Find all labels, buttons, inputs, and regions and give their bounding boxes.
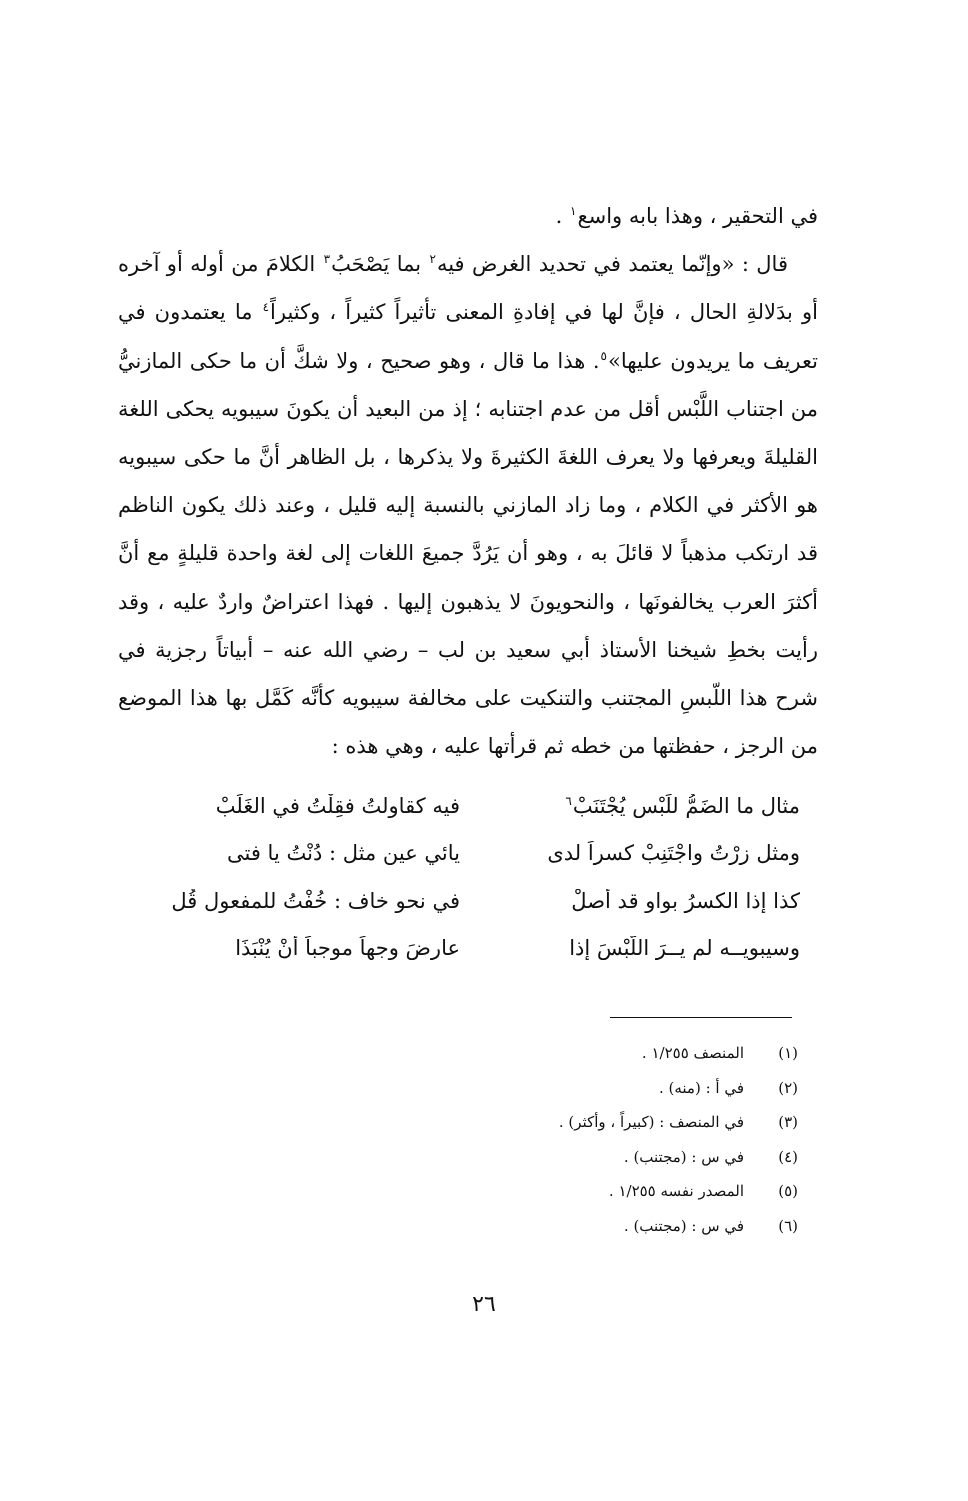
paragraph-1-text: في التحقير ، وهذا بابه واسع — [577, 204, 818, 228]
footnote-number: (٦) — [778, 1216, 798, 1235]
paragraph-1-end: . — [555, 204, 569, 228]
verse-second-hemistich: فيه كقاولتُ فقِلْتُ في الغَلَبْ — [215, 793, 460, 818]
paragraph-1 — [118, 192, 818, 240]
footnote-number: (٤) — [778, 1147, 798, 1166]
footnote-text: في أ : (منه) . — [658, 1078, 744, 1097]
footnote-text: في المنصف : (كبيراً ، وأكثر) . — [558, 1113, 744, 1132]
verse-first-hemistich: كذا إذا الكسرُ بواوٍ قد أُصلْ — [571, 888, 800, 913]
footnote-ref-4: ٤ — [262, 300, 270, 315]
footnote-text: المنصف ١/٢٥٥ . — [641, 1044, 744, 1063]
footnote-text: في س : (مجتنب) . — [623, 1216, 744, 1235]
footnote-item — [300, 1209, 798, 1244]
verse-second-hemistich: في نحو خاف : خُفْتُ للمفعولِ قُل — [171, 888, 460, 913]
footnote-ref-1: ١ — [570, 204, 577, 218]
footnote-text: في س : (مجتنب) . — [623, 1147, 744, 1166]
footnote-item — [300, 1174, 798, 1209]
footnotes — [300, 1036, 798, 1243]
paragraph-2-part-4: ما يعتمدون في تعريف ما يريدون عليها» — [118, 300, 818, 373]
footnote-item — [300, 1140, 798, 1175]
footnote-ref-6: ٦ — [565, 793, 572, 808]
footnote-item — [300, 1105, 798, 1140]
paragraph-2-part-2: بما يَصْحَبُ — [331, 252, 429, 277]
poem — [160, 782, 800, 972]
verse-second-hemistich: عارضَ وجهاً موجباً أنْ يُنْبَذَا — [235, 936, 460, 961]
poem-verse — [160, 782, 800, 830]
footnote-text: المصدر نفسه ١/٢٥٥ . — [608, 1182, 744, 1201]
footnote-ref-3: ٣ — [323, 252, 331, 267]
footnote-divider — [610, 1017, 792, 1018]
footnote-number: (٥) — [778, 1182, 798, 1201]
footnote-item — [300, 1071, 798, 1106]
main-text — [118, 192, 818, 770]
poem-verse — [160, 925, 800, 973]
footnote-number: (١) — [778, 1044, 798, 1063]
poem-verse — [160, 830, 800, 878]
verse-second-hemistich: يائي عينٍ مثل : دُنْتُ يا فتى — [227, 841, 460, 866]
footnote-ref-2: ٢ — [429, 252, 436, 267]
paragraph-2-part-1: قال : «وإنّما يعتمد في تحديد الغرض فيه — [436, 252, 788, 277]
verse-first-hemistich: وسيبويــه لم يــرَ اللَّبْسَ إذا — [569, 936, 800, 961]
footnote-number: (٢) — [778, 1078, 798, 1097]
footnote-item — [300, 1036, 798, 1071]
footnote-ref-5: ٥ — [600, 348, 607, 363]
paragraph-2-part-5: . هذا ما قال ، وهو صحيح ، ولا شكَّ أن ما حكى المازنيُّ من اجتناب اللَّبْس أقل من عدم اجتنابه ؛ إذ من البعيد أن يكونَ سيبويه يحكى اللغة القليلةَ ويعرفها ولا يعرف اللغةَ الكثيرةَ ولا يذكرها ، بل الظاهر أنَّ ما حكى سيبويه هو الأكثر في الكلام ، وما زاد المازني بالنسبة إليه قليل ، وعند ذلك يكون الناظم قد ارتكب مذهباً لا قائلَ به ، وهو أن يَرُدَّ جميعَ اللغات إلى لغة واحدة قليلةٍ مع أنَّ أكثرَ العرب يخالفونَها ، والنحويونَ لا يذهبون إليها . فهذا اعتراضٌ واردٌ عليه ، وقد رأيت بخطِ شيخنا الأستاذ أبي سعيد بن لب – رضي الله عنه – أبياتاً رجزية في شرح هذا اللّبسِ المجتنب والتنكيت على مخالفة سيبويه كأنَّه كَمَّل بها هذا الموضع من الرجز ، حفظتها من خطه ثم قرأتها عليه ، وهي هذه : — [118, 348, 818, 759]
footnote-number: (٣) — [778, 1113, 798, 1132]
verse-first-hemistich — [500, 794, 800, 818]
page-number: ٢٦ — [472, 1292, 496, 1317]
paragraph-2-part-3: الكلامَ من أوله أو آخره أو بدَلالةِ الحال ، فإنَّ لها في إفادةِ المعنى تأثيراً كثيراً ، وكثيراً — [118, 252, 818, 325]
paragraph-2 — [118, 240, 818, 770]
hemistich-text: مثال ما الضَمُّ للَبْسٍ يُجْتَنَبْ — [572, 793, 800, 818]
poem-verse — [160, 877, 800, 925]
verse-first-hemistich: ومثل زِرْتُ واجْتَنِبْ كسراً لدى — [547, 841, 800, 866]
